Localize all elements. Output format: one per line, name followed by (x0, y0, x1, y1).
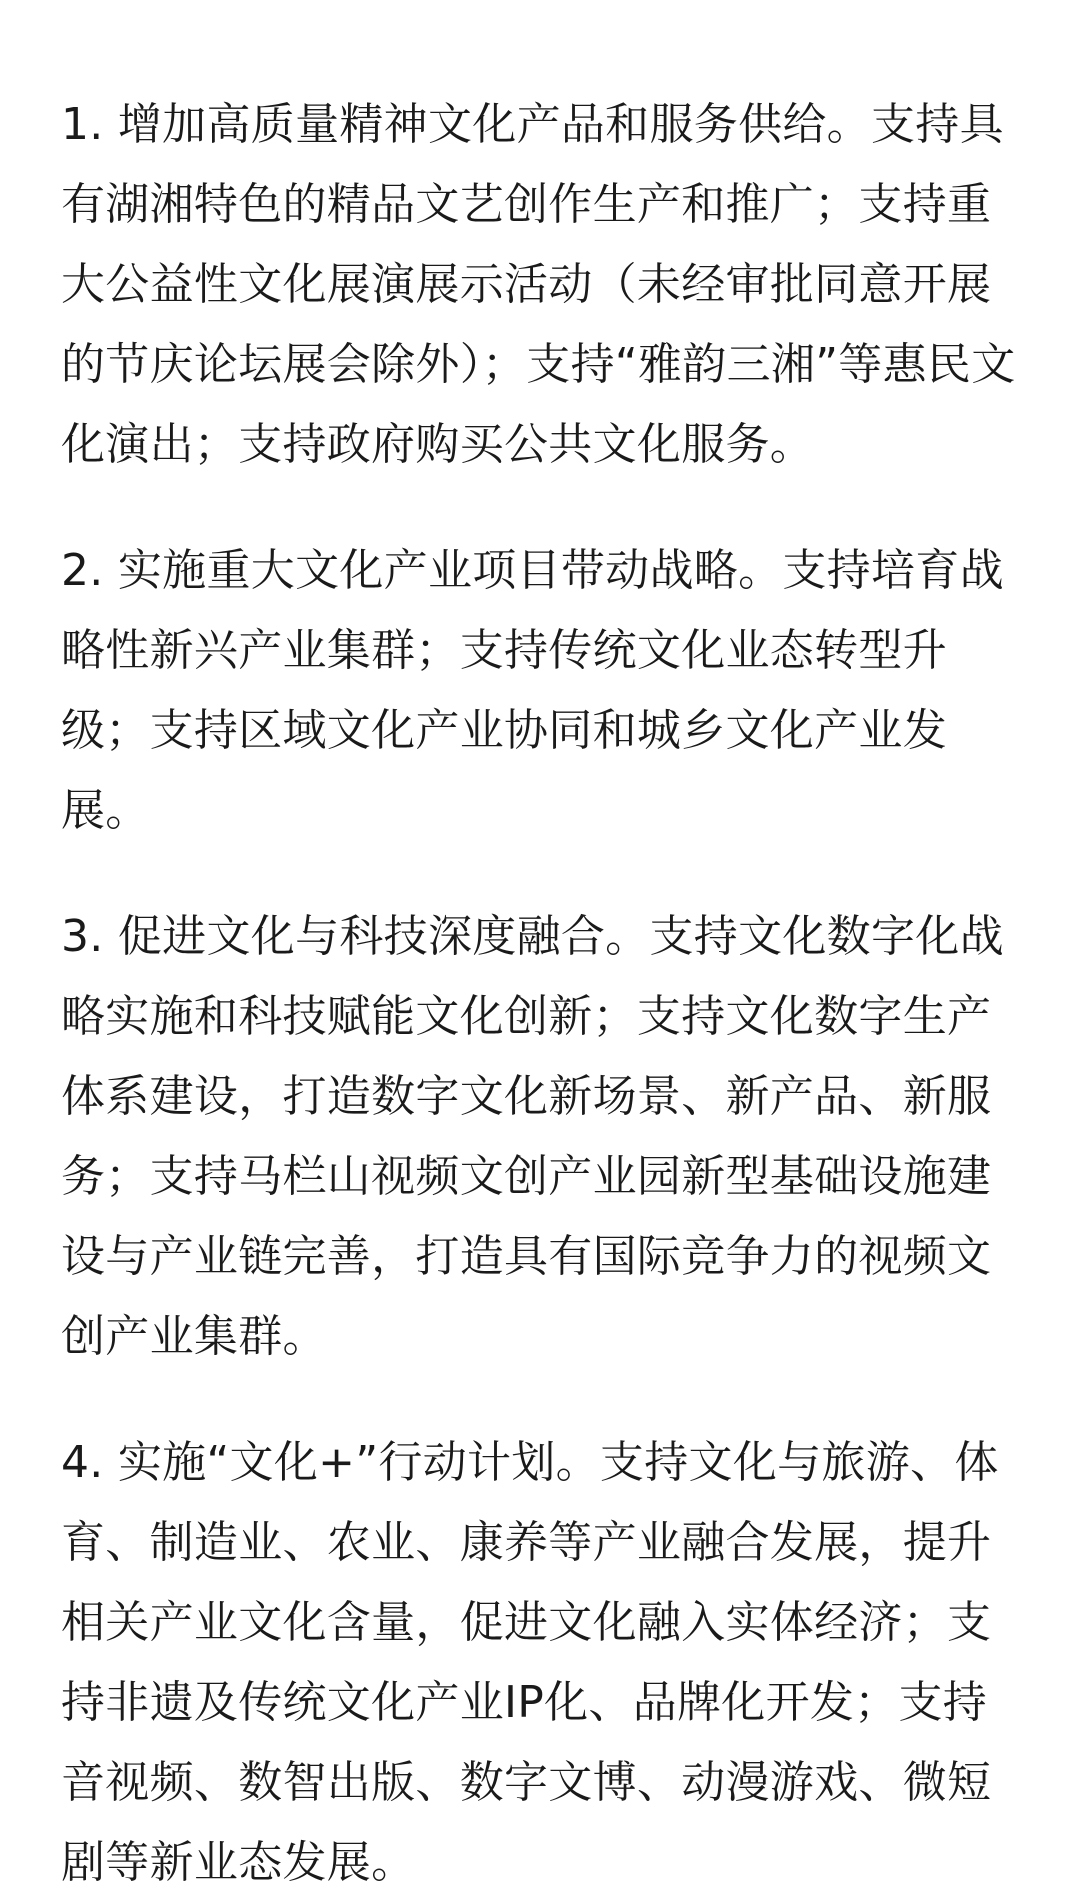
article-body (61, 85, 1021, 1903)
paragraph-1: 1. 增加高质量精神文化产品和服务供给。支持具有湖湘特色的精品文艺创作生产和推广；支持重大公益性文化展演展示活动（未经审批同意开展的节庆论坛展会除外）；支持“雅韵三湘”等惠民文化演出；支持政府购买公共文化服务。 (61, 99, 1016, 470)
paragraph-3: 3. 促进文化与科技深度融合。支持文化数字化战略实施和科技赋能文化创新；支持文化数字生产体系建设，打造数字文化新场景、新产品、新服务；支持马栏山视频文创产业园新型基础设施建设与产业链完善，打造具有国际竞争力的视频文创产业集群。 (61, 911, 1004, 1362)
paragraph-4: 4. 实施“文化+”行动计划。支持文化与旅游、体育、制造业、农业、康养等产业融合发展，提升相关产业文化含量，促进文化融入实体经济；支持非遗及传统文化产业IP化、品牌化开发；支持音视频、数智出版、数字文博、动漫游戏、微短剧等新业态发展。 (61, 1437, 999, 1888)
paragraph-2: 2. 实施重大文化产业项目带动战略。支持培育战略性新兴产业集群；支持传统文化业态转型升级；支持区域文化产业协同和城乡文化产业发展。 (61, 545, 1004, 836)
